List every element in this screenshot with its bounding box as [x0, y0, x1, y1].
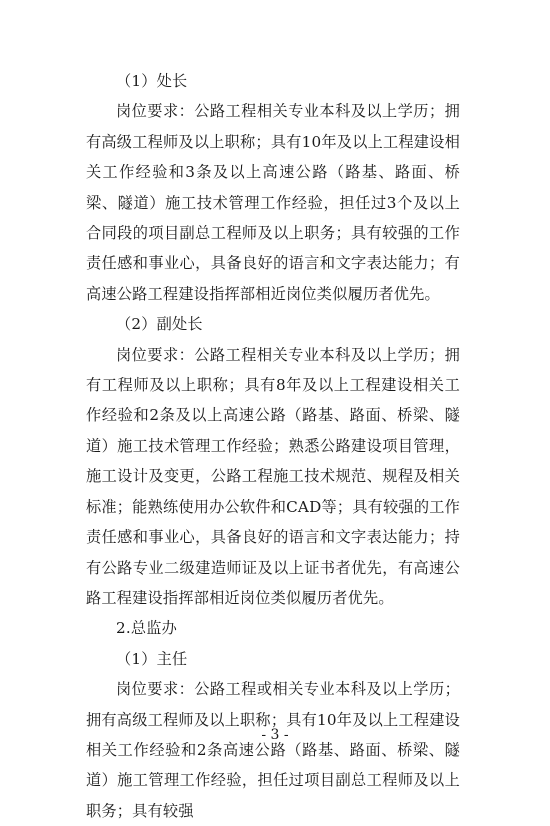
- page-number: - 3 -: [261, 727, 289, 743]
- section-heading-deputy-director: （2）副处长: [116, 315, 203, 334]
- paragraph-deputy-director-requirements: 岗位要求：公路工程相关专业本科及以上学历；拥有工程师及以上职称；具有8年及以上工程建设相关工作经验和2条及以上高速公路（路基、路面、桥梁、隧道）施工技术管理工作经验；熟悉公路建设项目管理，施工设计及变更，公路工程施工技术规范、规程及相关标准；能熟练使用办公软件和CAD等；具有较强的工作责任感和事业心，具备良好的语言和文字表达能力；持有公路专业二级建造师证及以上证书者优先，有高速公路工程建设指挥部相近岗位类似履历者优先。: [86, 345, 460, 607]
- paragraph-chief-requirements: 岗位要求：公路工程或相关专业本科及以上学历；拥有高级工程师及以上职称；具有10年及以上工程建设相关工作经验和2条高速公路（路基、路面、桥梁、隧道）施工管理工作经验，担任过项目副总工程师及以上职务；具有较强: [86, 680, 460, 820]
- paragraph-director-requirements: 岗位要求：公路工程相关专业本科及以上学历；拥有高级工程师及以上职称；具有10年及以上工程建设相关工作经验和3条及以上高速公路（路基、路面、桥梁、隧道）施工技术管理工作经验，担任过3个及以上合同段的项目副总工程师及以上职务；具有较强的工作责任感和事业心，具备良好的语言和文字表达能力；有高速公路工程建设指挥部相近岗位类似履历者优先。: [86, 102, 460, 303]
- section-heading-director: （1）处长: [116, 72, 188, 90]
- section-heading-chief-supervision-office: 2.总监办: [116, 619, 178, 638]
- section-heading-chief: （1）主任: [116, 649, 188, 668]
- document-body: [86, 66, 460, 826]
